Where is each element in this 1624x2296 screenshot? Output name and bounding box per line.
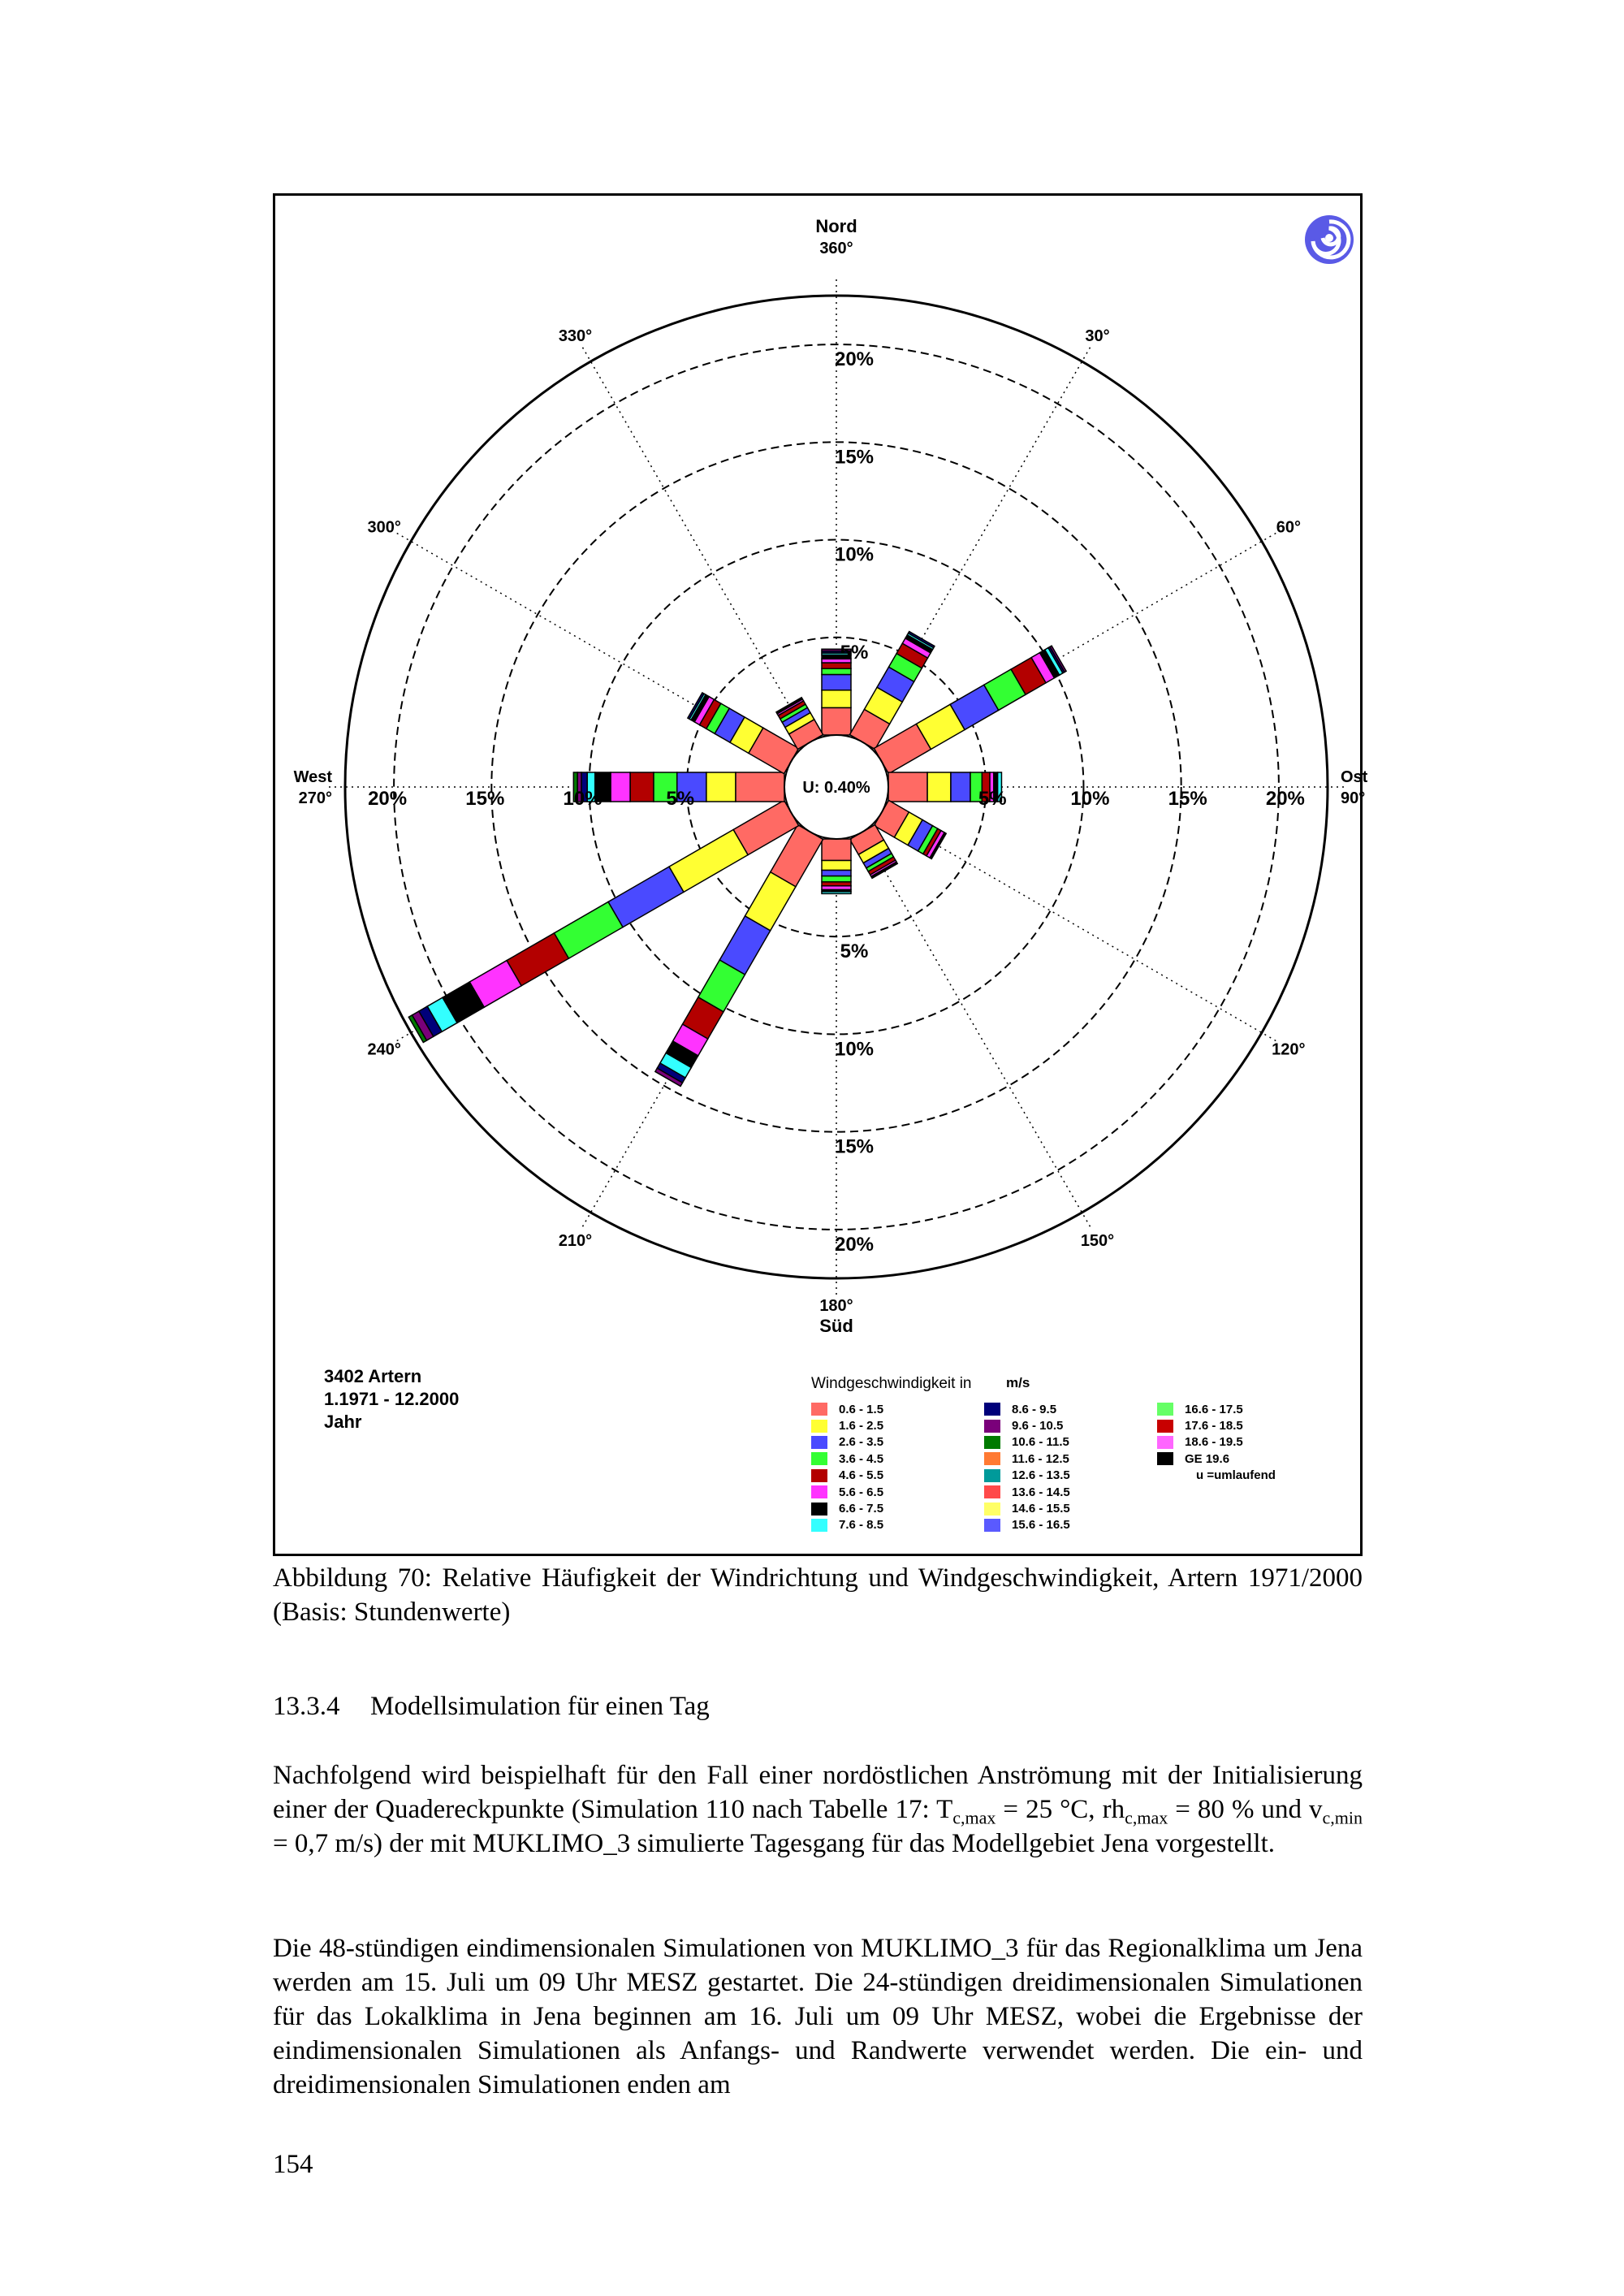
direction-degree-60: 60° <box>1276 518 1301 537</box>
wind-bar-segment <box>822 860 851 870</box>
legend-swatch <box>811 1403 827 1416</box>
legend-column <box>984 1401 1070 1533</box>
station-name: 3402 Artern <box>324 1366 422 1386</box>
direction-degree-120: 120° <box>1272 1040 1306 1059</box>
legend-item <box>1157 1434 1276 1451</box>
direction-degree-30: 30° <box>1085 327 1110 346</box>
legend-label: 13.6 - 14.5 <box>1012 1485 1070 1499</box>
legend-label: u =umlaufend <box>1196 1468 1276 1483</box>
legend-label: 3.6 - 4.5 <box>839 1451 884 1466</box>
legend-item <box>811 1451 883 1467</box>
subscript: c,max <box>952 1807 996 1828</box>
legend-column <box>811 1401 883 1533</box>
legend-item <box>811 1468 883 1484</box>
legend-label: 1.6 - 2.5 <box>839 1419 884 1433</box>
wind-bar-segment <box>736 772 784 802</box>
legend-label: 4.6 - 5.5 <box>839 1468 884 1483</box>
subscript: c,min <box>1322 1807 1363 1828</box>
legend-item <box>811 1401 883 1417</box>
legend-swatch <box>811 1503 827 1516</box>
legend-label: 9.6 - 10.5 <box>1012 1419 1064 1433</box>
legend-swatch <box>1157 1436 1173 1449</box>
direction-degree-90: 90° <box>1341 789 1366 807</box>
wind-bar-180 <box>822 839 851 893</box>
legend-label: 17.6 - 18.5 <box>1185 1419 1243 1433</box>
radial-label-north-10: 10% <box>834 543 875 566</box>
wind-bar-segment <box>669 829 748 892</box>
legend-swatch <box>984 1519 1000 1532</box>
paragraph-text: = 25 °C, rh <box>996 1795 1125 1824</box>
subscript: c,max <box>1125 1807 1168 1828</box>
radial-label-west-15: 15% <box>465 788 505 810</box>
legend-item <box>1157 1417 1276 1433</box>
paragraph-text: Nachfolgend wird beispielhaft für den Fall einer nordöstlichen Anströmung mit der Initialisierung einer der Quadereckpunkte (Simulation 110 nach Tabelle 17: T <box>273 1761 1363 1824</box>
direction-name-180: Süd <box>819 1316 853 1336</box>
legend-item <box>984 1401 1070 1417</box>
legend-unit: m/s <box>1006 1375 1030 1390</box>
wind-bar-segment <box>822 892 851 893</box>
wind-bar-segment <box>888 772 927 802</box>
legend-item <box>811 1484 883 1500</box>
legend-swatch <box>984 1452 1000 1465</box>
calm-label: U: 0.40% <box>802 779 870 797</box>
wind-rose-chart <box>275 196 1368 1554</box>
radial-label-north-20: 20% <box>834 348 875 371</box>
legend-label: 7.6 - 8.5 <box>839 1518 884 1533</box>
station-period: 1.1971 - 12.2000 <box>324 1389 460 1409</box>
legend-swatch <box>1157 1403 1173 1416</box>
legend-label: 15.6 - 16.5 <box>1012 1518 1070 1533</box>
wind-bar-segment <box>951 772 970 802</box>
direction-degree-150: 150° <box>1080 1231 1115 1250</box>
paragraph <box>273 1758 1363 1861</box>
wind-bar-segment <box>630 772 654 802</box>
legend-item <box>984 1434 1070 1451</box>
station-aggregation: Jahr <box>324 1412 362 1432</box>
wind-bar-segment <box>822 690 851 708</box>
section-number: 13.3.4 <box>273 1692 340 1721</box>
legend-label: 10.6 - 11.5 <box>1012 1435 1069 1450</box>
station-info <box>324 1365 459 1433</box>
legend-swatch <box>984 1485 1000 1498</box>
direction-name-360: Nord <box>815 216 857 236</box>
legend-item <box>984 1500 1070 1516</box>
legend-label: 8.6 - 9.5 <box>1012 1402 1057 1416</box>
legend-title: Windgeschwindigkeit in <box>811 1375 972 1392</box>
legend-swatch <box>984 1403 1000 1416</box>
wind-bar-segment <box>822 663 851 668</box>
wind-bar-segment <box>822 876 851 882</box>
radial-label-east-15: 15% <box>1168 788 1207 810</box>
legend-item <box>811 1517 883 1533</box>
wind-bar-segment <box>927 772 951 802</box>
legend-item <box>811 1434 883 1451</box>
wind-bar-segment <box>822 707 851 735</box>
legend-swatch <box>811 1420 827 1433</box>
direction-degree-270: 270° <box>298 789 332 807</box>
direction-degree-360: 360° <box>819 240 853 257</box>
legend-label: 12.6 - 13.5 <box>1012 1468 1070 1483</box>
legend-label: 2.6 - 3.5 <box>839 1435 884 1450</box>
wind-bar-300 <box>688 693 799 774</box>
speed-legend <box>811 1375 1331 1546</box>
wind-bar-segment <box>611 772 630 802</box>
paragraph-text: = 80 % und v <box>1168 1795 1323 1824</box>
legend-column <box>1157 1401 1276 1484</box>
paragraph-text: = 0,7 m/s) der mit MUKLIMO_3 simulierte Tagesgang für das Modellgebiet Jena vorgestellt. <box>273 1829 1276 1858</box>
radial-label-south-20: 20% <box>834 1233 875 1256</box>
legend-swatch <box>1157 1420 1173 1433</box>
legend-swatch <box>984 1469 1000 1482</box>
legend-label: 6.6 - 7.5 <box>839 1502 884 1516</box>
radial-label-east-10: 10% <box>1070 788 1110 810</box>
legend-item <box>1157 1401 1276 1417</box>
legend-swatch <box>811 1519 827 1532</box>
legend-label: 14.6 - 15.5 <box>1012 1502 1070 1516</box>
direction-degree-330: 330° <box>558 327 593 346</box>
section-heading <box>273 1689 1363 1723</box>
radial-label-west-10: 10% <box>563 788 603 810</box>
radial-label-south-5: 5% <box>840 940 869 963</box>
direction-degree-180: 180° <box>819 1297 853 1315</box>
legend-swatch <box>1157 1452 1173 1465</box>
radial-label-south-15: 15% <box>834 1135 875 1158</box>
wind-bar-segment <box>608 867 684 927</box>
radial-label-east-20: 20% <box>1265 788 1305 810</box>
legend-label: 5.6 - 6.5 <box>839 1485 884 1499</box>
direction-degree-300: 300° <box>367 518 401 537</box>
legend-item <box>984 1484 1070 1500</box>
wind-bar-segment <box>822 839 851 860</box>
legend-item <box>811 1500 883 1516</box>
legend-label: GE 19.6 <box>1185 1451 1230 1466</box>
section-title: Modellsimulation für einen Tag <box>370 1692 710 1721</box>
legend-item <box>1157 1468 1276 1484</box>
legend-item <box>811 1417 883 1433</box>
direction-degree-240: 240° <box>367 1040 401 1059</box>
legend-swatch <box>811 1485 827 1498</box>
paragraph: Die 48-stündigen eindimensionalen Simulationen von MUKLIMO_3 für das Regionalklima um Jena werden am 15. Juli um 09 Uhr MESZ gestartet. Die 24-stündigen dreidimensionalen Simulationen für das Lokalklima in Jena beginnen am 16. Juli um 09 Uhr MESZ, wobei die Ergebnisse der eindimensionalen Simulationen als Anfangs- und Randwerte verwendet werden. Die ein- und dreidimensionalen Simulationen enden am <box>273 1934 1363 2099</box>
legend-swatch <box>811 1436 827 1449</box>
radial-label-north-15: 15% <box>834 446 875 469</box>
wind-bar-segment <box>822 668 851 674</box>
page-number: 154 <box>273 2150 313 2179</box>
dwd-logo-icon <box>1303 214 1355 266</box>
legend-item <box>984 1417 1070 1433</box>
radial-label-west-5: 5% <box>666 788 695 810</box>
radial-label-west-20: 20% <box>368 788 408 810</box>
legend-item <box>984 1451 1070 1467</box>
radial-label-east-5: 5% <box>978 788 1007 810</box>
wind-bar-segment <box>822 674 851 690</box>
legend-label: 0.6 - 1.5 <box>839 1402 884 1416</box>
legend-item <box>984 1517 1070 1533</box>
radial-label-north-5: 5% <box>840 641 869 664</box>
legend-label: 16.6 - 17.5 <box>1185 1402 1243 1416</box>
radial-label-south-10: 10% <box>834 1038 875 1061</box>
wind-bar-240 <box>408 800 798 1042</box>
legend-item <box>1157 1451 1276 1467</box>
legend-item <box>984 1468 1070 1484</box>
figure-caption: Abbildung 70: Relative Häufigkeit der Windrichtung und Windgeschwindigkeit, Artern 1971/2000 (Basis: Stundenwerte) <box>273 1563 1363 1627</box>
legend-swatch <box>811 1469 827 1482</box>
direction-name-270: West <box>293 768 332 786</box>
legend-label: 18.6 - 19.5 <box>1185 1435 1243 1450</box>
legend-label: 11.6 - 12.5 <box>1012 1451 1069 1466</box>
legend-swatch <box>984 1503 1000 1516</box>
figure-frame <box>273 193 1368 1556</box>
wind-bar-segment <box>706 772 736 802</box>
bars-layer <box>408 632 1066 1087</box>
wind-bar-segment <box>822 870 851 876</box>
legend-swatch <box>984 1436 1000 1449</box>
legend-swatch <box>811 1452 827 1465</box>
direction-degree-210: 210° <box>558 1231 593 1250</box>
legend-swatch <box>984 1420 1000 1433</box>
direction-name-90: Ost <box>1341 768 1368 786</box>
